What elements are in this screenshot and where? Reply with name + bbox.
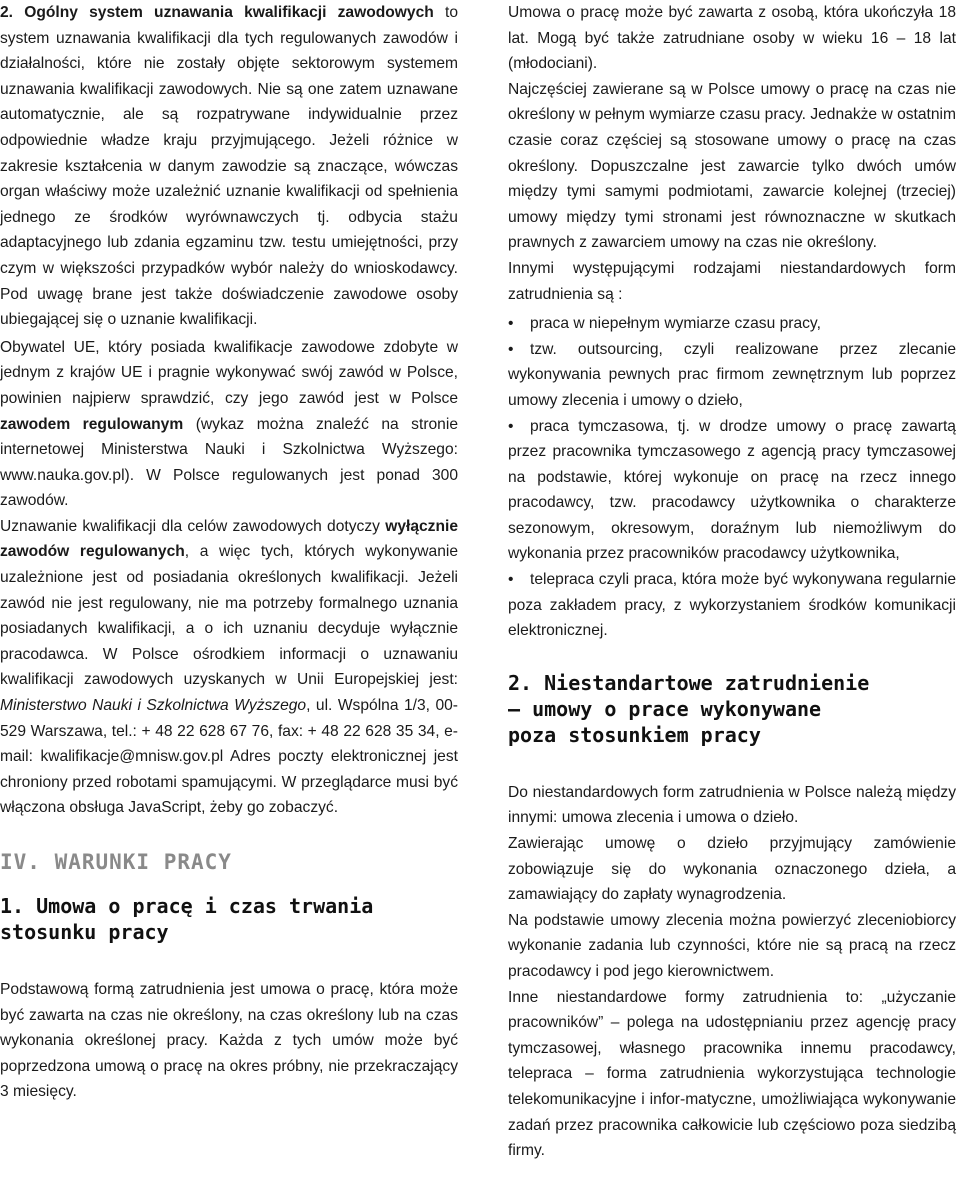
paragraph-text: , a więc tych, których wykonywanie uzależnione jest od posiadania określonych kwalifikacji. Jeżeli zawód nie jest regulowany, nie ma potrzeby formalnego uznania posiadanych kwalifikacji, a o ich uznaniu decyduje wyłącznie pracodawca. W Polsce ośrodkiem informacji o uznawaniu kwalifikacji zawodowych uzyskanych w Unii Europejskiej jest: (0, 543, 459, 689)
subsection-title-line-1: 1. Umowa o pracę i czas trwania (0, 894, 374, 918)
bullet-icon: • (508, 417, 514, 435)
list-item (508, 337, 956, 414)
paragraph-employment-contract: Podstawową formą zatrudnienia jest umowa o pracę, która może być zawarta na czas nie określony, na czas określony lub na czas wykonania określonej pracy. Każda z tych umów może być poprzedzona umową o pracę na okres próbny, nie przekraczający 3 miesięcy. (0, 981, 458, 1101)
paragraph-lead-bold: 2. Ogólny system uznawania kwalifikacji zawodowych (0, 4, 434, 21)
subsection-title (0, 893, 458, 945)
section-heading-line-2: – umowy o prace wykonywane (508, 696, 822, 721)
list-item-text: tzw. outsourcing, czyli realizowane przez zlecanie wykonywania pewnych prac firmom zewnętrznym lub poprzez umowy zlecenia i umowy o dzieło, (508, 340, 956, 409)
bullet-icon: • (508, 571, 514, 589)
section-heading-line-1: 2. Niestandartowe zatrudnienie (508, 670, 870, 695)
paragraph-text: , ul. Wspólna 1/3, 00-529 Warszawa, tel.: + 48 22 628 67 76, fax: + 48 22 628 35 34, e-mail: kwalifikacje@mnisw.gov.pl Adres poczty elektronicznej jest chroniony przed robotami spamującymi. W przeglądarce musi być włączona obsługa JavaScript, żeby go zobaczyć. (0, 697, 458, 817)
paragraph-work-contract: Zawierając umowę o dzieło przyjmujący zamówienie zobowiązuje się do wykonania oznaczonego dzieła, a zamawiający do zapłaty wynagrodzenia. (508, 835, 956, 904)
paragraph-text: to system uznawania kwalifikacji dla tych regulowanych zawodów i działalności, które nie zostały objęte sektorowym systemem uznawania kwalifikacji zawodowych. Nie są one zatem uznawane automatycznie, ale są rozpatrywane indywidualnie przez odpowiednie władze kraju przyjmującego. Jeżeli różnice w zakresie kształcenia w danym zawodzie są znaczące, wówczas organ właściwy może uzależnić uznanie kwalifikacji od spełnienia jednego ze środków wyrównawczych tj. odbycia stażu adaptacyjnego lub zdania egzaminu tzw. testu umiejętności, przy czym w większości przypadków wybór należy do wnioskodawcy. Pod uwagę brane jest także doświadczenie zawodowe osoby ubiegającej się o uznanie kwalifikacji. (0, 4, 458, 329)
paragraph-text: (wykaz można znaleźć na stronie internetowej Ministerstwa Nauki i Szkolnictwa Wyższego: www.nauka.gov.pl). W Polsce regulowanych jest ponad 300 zawodów. (0, 415, 458, 510)
section-heading-line-3: poza stosunkiem pracy (508, 722, 761, 747)
list-item (508, 311, 956, 337)
italic-phrase: Ministerstwo Nauki i Szkolnictwa Wyższego (0, 697, 307, 715)
left-column (0, 0, 458, 1105)
paragraph-mandate-contract: Na podstawie umowy zlecenia można powierzyć zleceniobiorcy wykonanie zadania lub czynności, które nie są pracą na rzecz pracodawcy i pod jego kierownictwem. (508, 911, 956, 980)
right-column (508, 0, 956, 1164)
section-title: IV. WARUNKI PRACY (0, 850, 232, 874)
paragraph-recognition (0, 514, 458, 821)
paragraph-contract-types: Najczęściej zawierane są w Polsce umowy o pracę na czas nie określony w pełnym wymiarze czasu pracy. Jednakże w ostatnim czasie coraz częściej są stosowane umowy o pracę na czas określony. Dopuszczalne jest zawarcie tylko dwóch umów między tymi samymi podmiotami, zawarcie kolejnej (trzeciej) umowy między tymi stronami jest równoznaczne w skutkach prawnych z zawarciem umowy na czas nie określony. (508, 80, 956, 252)
list-item (508, 414, 956, 568)
paragraph-text: Uznawanie kwalifikacji dla celów zawodowych dotyczy (0, 517, 386, 535)
section-heading (508, 670, 956, 748)
list-item-text: praca w niepełnym wymiarze czasu pracy, (530, 315, 821, 333)
bold-phrase: wyłącznie zawodów regulowanych (0, 517, 458, 561)
list-item-text: praca tymczasowa, tj. w drodze umowy o pracę zawartą przez pracownika tymczasowego z agencją pracy tymczasowej na podstawie, której wykonuje on pracę na rzecz innego pracodawcy, tzw. pracodawcy użytkownika o charakterze sezonowym, okresowym, doraźnym lub niemożliwym do wykonania przez pracowników pracodawcy użytkownika, (508, 417, 956, 563)
paragraph-eu-citizen (0, 335, 458, 514)
paragraph-general-system (0, 0, 458, 333)
list-item-text: telepraca czyli praca, która może być wykonywana regularnie poza zakładem pracy, z wykorzystaniem środków komunikacji elektronicznej. (508, 571, 956, 640)
list-item (508, 567, 956, 644)
bullet-icon: • (508, 315, 514, 333)
paragraph-other-forms: Innymi występującymi rodzajami niestandardowych form zatrudnienia są : (508, 259, 956, 303)
bullet-icon: • (508, 340, 514, 358)
paragraph-other-nonstandard: Inne niestandardowe formy zatrudnienia to: „użyczanie pracowników” – polega na udostępnianiu przez agencję pracy tymczasowej, własnego pracownika innemu pracodawcy, telepraca – forma zatrudnienia wykorzystująca technologie telekomunikacyjne i infor-matyczne, umożliwiająca wykonywanie zadań przez pracownika całkowicie lub częściowo poza siedzibą firmy. (508, 988, 956, 1160)
paragraph-age: Umowa o pracę może być zawarta z osobą, która ukończyła 18 lat. Mogą być także zatrudniane osoby w wieku 16 – 18 lat (młodociani). (508, 4, 956, 73)
bold-phrase: zawodem regulowanym (0, 415, 184, 433)
paragraph-text: Obywatel UE, który posiada kwalifikacje zawodowe zdobyte w jednym z krajów UE i pragnie wykonywać swój zawód w Polsce, powinien najpierw sprawdzić, czy jego zawód jest w Polsce (0, 338, 458, 407)
paragraph-nonstandard: Do niestandardowych form zatrudnienia w Polsce należą między innymi: umowa zlecenia i umowa o dzieło. (508, 783, 956, 827)
subsection-title-line-2: stosunku pracy (0, 920, 169, 944)
